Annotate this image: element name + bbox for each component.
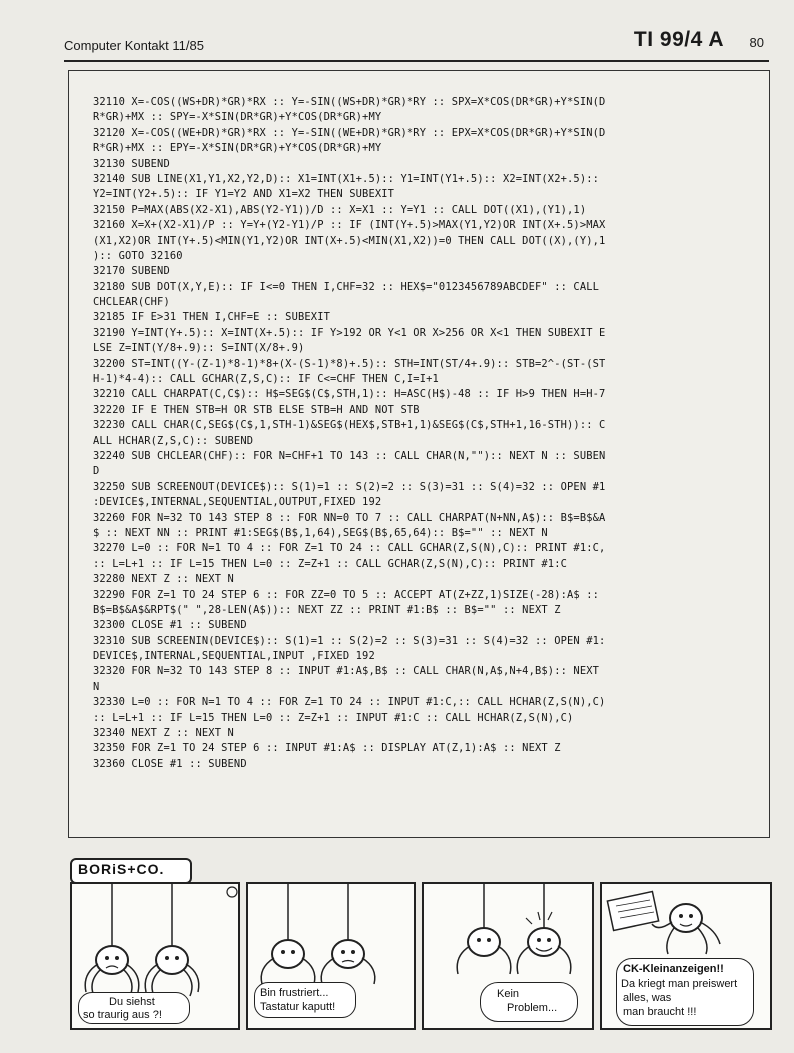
bubble-text: Da kriegt man preiswert bbox=[621, 978, 738, 990]
speech-bubble-3 bbox=[480, 982, 578, 1022]
bubble-text: CK-Kleinanzeigen!! bbox=[623, 963, 724, 975]
page-header bbox=[64, 28, 764, 60]
comic-strip bbox=[62, 858, 776, 1038]
header-rule bbox=[64, 60, 769, 62]
code-line: 32270 L=0 :: FOR N=1 TO 4 :: FOR Z=1 TO 24 :: CALL GCHAR(Z,S(N),C):: PRINT #1:C, bbox=[93, 542, 606, 555]
code-line: 32230 CALL CHAR(C,SEG$(C$,1,STH-1)&SEG$(HEX$,STB+1,1)&SEG$(C$,STH+1,16-STH)):: C bbox=[93, 419, 606, 432]
code-line: 32180 SUB DOT(X,Y,E):: IF I<=0 THEN I,CHF=32 :: HEX$="0123456789ABCDEF" :: CALL bbox=[93, 280, 600, 293]
code-line: 32250 SUB SCREENOUT(DEVICE$):: S(1)=1 :: S(2)=2 :: S(3)=31 :: S(4)=32 :: OPEN #1 bbox=[93, 480, 606, 493]
code-line: 32210 CALL CHARPAT(C,C$):: H$=SEG$(C$,STH,1):: H=ASC(H$)-48 :: IF H>9 THEN H=H-7 bbox=[93, 388, 606, 401]
bubble-text: Tastatur kaputt! bbox=[260, 1001, 336, 1013]
comic-panel-4 bbox=[600, 882, 772, 1030]
code-line: :: L=L+1 :: IF L=15 THEN L=0 :: Z=Z+1 :: CALL GCHAR(Z,S(N),C):: PRINT #1:C bbox=[93, 557, 568, 570]
code-listing bbox=[93, 95, 753, 772]
code-line: 32170 SUBEND bbox=[93, 265, 170, 278]
speech-bubble-1 bbox=[78, 992, 190, 1024]
bubble-text: so traurig aus ?! bbox=[83, 1009, 162, 1021]
code-line: R*GR)+MX :: SPY=-X*SIN(DR*GR)+Y*COS(DR*GR)+MY bbox=[93, 111, 382, 124]
code-line: 32185 IF E>31 THEN I,CHF=E :: SUBEXIT bbox=[93, 311, 331, 324]
code-line: CHCLEAR(CHF) bbox=[93, 296, 170, 309]
code-line: Y2=INT(Y2+.5):: IF Y1=Y2 AND X1=X2 THEN SUBEXIT bbox=[93, 188, 395, 201]
code-line: 32120 X=-COS((WE+DR)*GR)*RX :: Y=-SIN((WE+DR)*GR)*RY :: EPX=X*COS(DR*GR)+Y*SIN(D bbox=[93, 126, 606, 139]
section-title: TI 99/4 A bbox=[633, 28, 724, 51]
code-line: LSE Z=INT(Y/8+.9):: S=INT(X/8+.9) bbox=[93, 342, 305, 355]
code-line: 32110 X=-COS((WS+DR)*GR)*RX :: Y=-SIN((WS+DR)*GR)*RY :: SPX=X*COS(DR*GR)+Y*SIN(D bbox=[93, 96, 606, 108]
code-line: 32340 NEXT Z :: NEXT N bbox=[93, 727, 234, 740]
code-line: 32130 SUBEND bbox=[93, 157, 170, 170]
code-line: 32330 L=0 :: FOR N=1 TO 4 :: FOR Z=1 TO 24 :: INPUT #1:C,:: CALL HCHAR(Z,S(N),C) bbox=[93, 696, 606, 709]
code-listing-box bbox=[68, 70, 770, 838]
code-line: 32200 ST=INT((Y-(Z-1)*8-1)*8+(X-(S-1)*8)+.5):: STH=INT(ST/4+.9):: STB=2^-(ST-(ST bbox=[93, 357, 606, 370]
code-line: (X1,X2)OR INT(Y+.5)<MIN(Y1,Y2)OR INT(X+.5)<MIN(X1,X2))=0 THEN CALL DOT((X),(Y),1 bbox=[93, 234, 606, 247]
code-line: DEVICE$,INTERNAL,SEQUENTIAL,INPUT ,FIXED 192 bbox=[93, 650, 375, 663]
code-line: 32320 FOR N=32 TO 143 STEP 8 :: INPUT #1:A$,B$ :: CALL CHAR(N,A$,N+4,B$):: NEXT bbox=[93, 665, 600, 678]
code-line: 32310 SUB SCREENIN(DEVICE$):: S(1)=1 :: S(2)=2 :: S(3)=31 :: S(4)=32 :: OPEN #1: bbox=[93, 634, 606, 647]
code-line: B$=B$&A$&RPT$(" ",28-LEN(A$)):: NEXT ZZ :: PRINT #1:B$ :: B$="" :: NEXT Z bbox=[93, 603, 561, 616]
code-line: :: L=L+1 :: IF L=15 THEN L=0 :: Z=Z+1 :: INPUT #1:C :: CALL HCHAR(Z,S(N),C) bbox=[93, 711, 574, 724]
comic-panel-1 bbox=[70, 882, 240, 1030]
code-line: 32220 IF E THEN STB=H OR STB ELSE STB=H AND NOT STB bbox=[93, 403, 420, 416]
magazine-title: Computer Kontakt 11/85 bbox=[64, 38, 204, 53]
bubble-text: Kein bbox=[497, 988, 520, 1000]
code-line: R*GR)+MX :: EPY=-X*SIN(DR*GR)+Y*COS(DR*GR)+MY bbox=[93, 142, 382, 155]
code-line: 32150 P=MAX(ABS(X2-X1),ABS(Y2-Y1))/D :: X=X1 :: Y=Y1 :: CALL DOT((X1),(Y1),1) bbox=[93, 203, 587, 216]
bubble-text: man braucht !!! bbox=[623, 1006, 697, 1018]
code-line: 32160 X=X+(X2-X1)/P :: Y=Y+(Y2-Y1)/P :: IF (INT(Y+.5)>MAX(Y1,Y2)OR INT(X+.5)>MAX bbox=[93, 219, 606, 232]
speech-bubble-4 bbox=[616, 958, 754, 1026]
bubble-text: alles, was bbox=[623, 992, 672, 1004]
code-line: D bbox=[93, 465, 100, 478]
code-line: 32190 Y=INT(Y+.5):: X=INT(X+.5):: IF Y>192 OR Y<1 OR X>256 OR X<1 THEN SUBEXIT E bbox=[93, 326, 606, 339]
code-line: 32290 FOR Z=1 TO 24 STEP 6 :: FOR ZZ=0 TO 5 :: ACCEPT AT(Z+ZZ,1)SIZE(-28):A$ :: bbox=[93, 588, 600, 601]
speech-bubble-2 bbox=[254, 982, 356, 1018]
code-line: 32260 FOR N=32 TO 143 STEP 8 :: FOR NN=0 TO 7 :: CALL CHARPAT(N+NN,A$):: B$=B$&A bbox=[93, 511, 606, 524]
comic-title: BORiS+CO. bbox=[78, 861, 165, 877]
code-line: ALL HCHAR(Z,S,C):: SUBEND bbox=[93, 434, 254, 447]
bubble-text: Bin frustriert... bbox=[260, 987, 329, 999]
code-line: 32280 NEXT Z :: NEXT N bbox=[93, 573, 234, 586]
code-line: :DEVICE$,INTERNAL,SEQUENTIAL,OUTPUT,FIXED 192 bbox=[93, 496, 382, 509]
code-line: 32360 CLOSE #1 :: SUBEND bbox=[93, 757, 247, 770]
code-line: 32350 FOR Z=1 TO 24 STEP 6 :: INPUT #1:A$ :: DISPLAY AT(Z,1):A$ :: NEXT Z bbox=[93, 742, 561, 755]
bubble-text: Du siehst bbox=[109, 996, 155, 1008]
code-line: 32140 SUB LINE(X1,Y1,X2,Y2,D):: X1=INT(X1+.5):: Y1=INT(Y1+.5):: X2=INT(X2+.5):: bbox=[93, 172, 600, 185]
code-line: ):: GOTO 32160 bbox=[93, 249, 183, 262]
code-line: N bbox=[93, 680, 100, 693]
comic-panel-3 bbox=[422, 882, 594, 1030]
code-line: H-1)*4-4):: CALL GCHAR(Z,S,C):: IF C<=CHF THEN C,I=I+1 bbox=[93, 373, 439, 386]
comic-panel-2 bbox=[246, 882, 416, 1030]
code-line: $ :: NEXT NN :: PRINT #1:SEG$(B$,1,64),SEG$(B$,65,64):: B$="" :: NEXT N bbox=[93, 526, 548, 539]
comic-title-box bbox=[70, 858, 192, 884]
bubble-text: Problem... bbox=[507, 1002, 558, 1014]
page-number: 80 bbox=[749, 35, 764, 50]
code-line: 32300 CLOSE #1 :: SUBEND bbox=[93, 619, 247, 632]
code-line: 32240 SUB CHCLEAR(CHF):: FOR N=CHF+1 TO 143 :: CALL CHAR(N,""):: NEXT N :: SUBEN bbox=[93, 449, 606, 462]
